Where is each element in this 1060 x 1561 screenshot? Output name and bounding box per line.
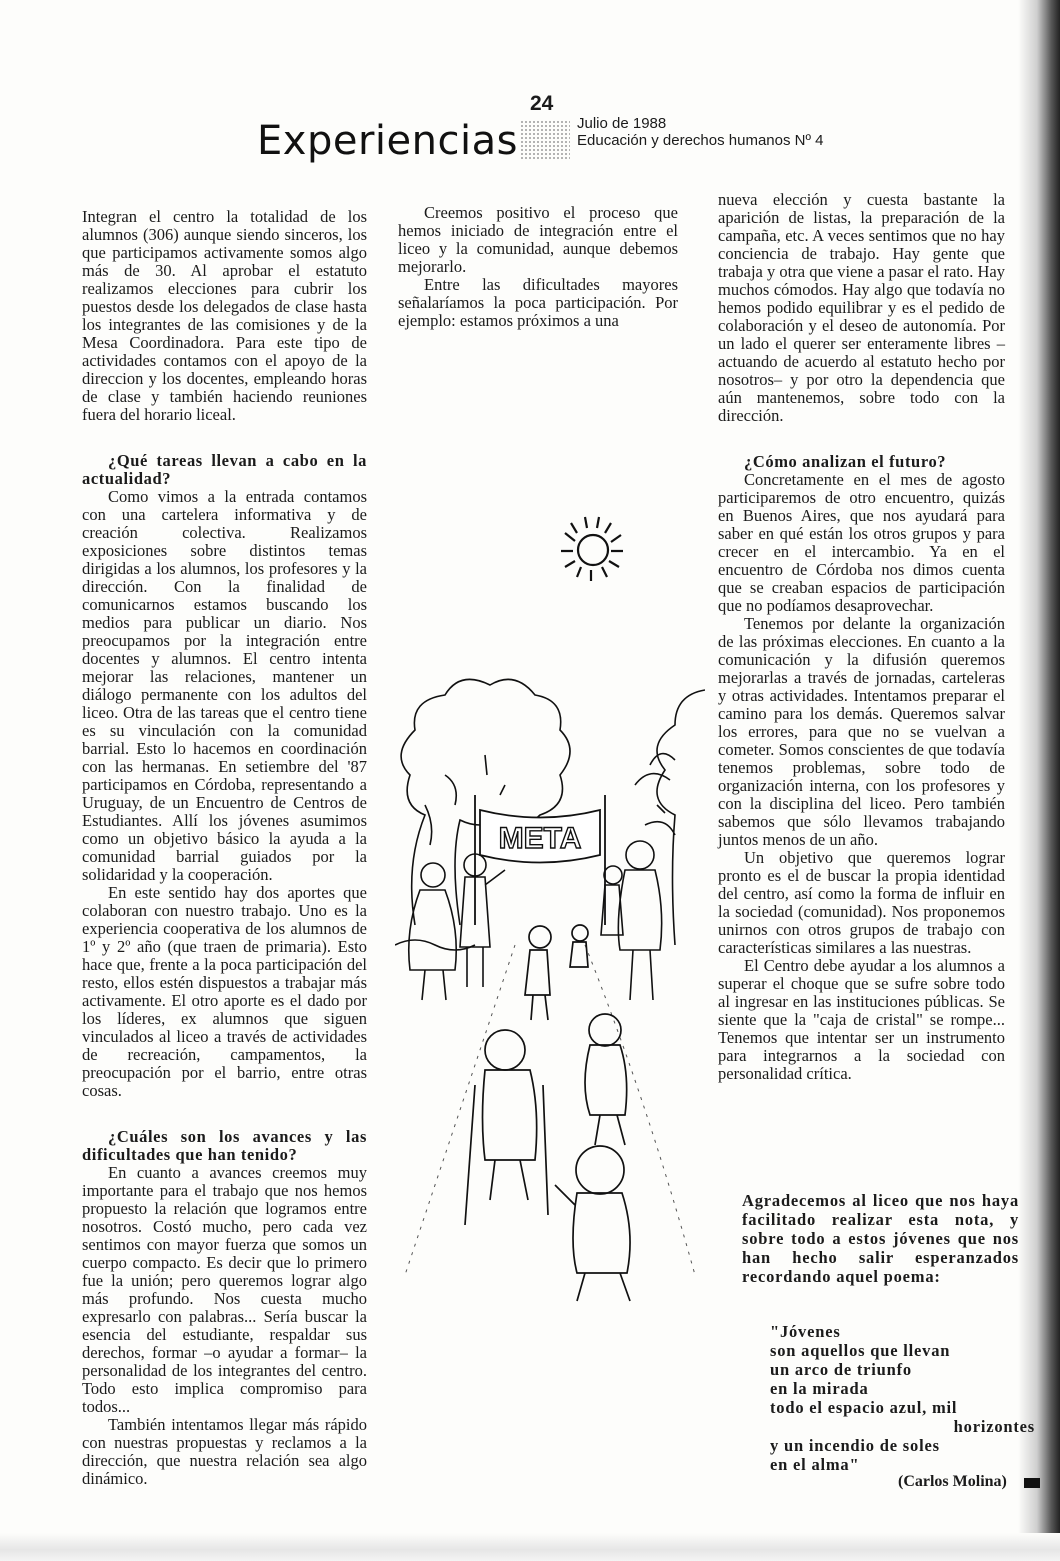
future-paragraph-2: Tenemos por delante la organización de las próximas elecciones. En cuanto a la comunicación y la difusión queremos mejorarlas a través de jornadas, carteleras y otras actividades. Intentamos preparar el camino para los demás. Queremos salvar los errores, para que no se vuelvan a cometer. Somos conscientes de que todavía tenemos problemas, sobre todo de organización interna, con los profesores y con la disciplina del liceo. Pero también sabemos que sólo llevamos trabajando juntos menos de un año. [718, 614, 1005, 849]
poem-line: todo el espacio azul, mil [770, 1398, 958, 1417]
halftone-dots-ornament [520, 120, 570, 160]
page-bottom-edge [0, 1533, 1060, 1561]
banner-text: META [498, 822, 582, 855]
right-tree-icon [635, 690, 705, 945]
poem-line: un arco de triunfo [770, 1360, 912, 1379]
page-header [0, 0, 1000, 190]
middle-column [398, 204, 678, 330]
left-column [82, 208, 367, 1488]
progress-paragraph-1: En cuanto a avances creemos muy importante para el trabajo que nos hemos propuesto la relación que logramos entre nosotros. Costó mucho, pero cada vez sentimos con mayor fuerza que somos un cuerpo compacto. Es decir que lo primero fue la unión; pero queremos lograr algo más profundo. Nos cuesta mucho expresarlo con palabras... Sería buscar la esencia del estudiante, respaldar sus derechos, formar –o ayudar a formar– la personalidad de los integrantes del centro. Todo esto implica compromiso para todos... [82, 1163, 367, 1416]
issue-date: Julio de 1988 [577, 115, 667, 132]
future-paragraph-4: El Centro debe ayudar a los alumnos a superar el choque que se sufre sobre todo al ingresar en las instituciones públicas. Se siente que la "caja de cristal" se rompe... Tenemos que intentar ser un instrumento para integrarnos a la sociedad con personalidad crítica. [718, 956, 1005, 1083]
intro-paragraph: Integran el centro la totalidad de los alumnos (306) aunque siendo sinceros, los que participamos activamente somos algo más de 30. Al aprobar el estatuto realizamos elecciones para cubrir los puestos desde los delegados de clase hasta los integrantes de las comisiones y de la Mesa Coordinadora. Para este tipo de actividades contamos con el apoyo de la direccion y los docentes, empleando horas de clase y también haciendo reuniones fuera del horario liceal. [82, 207, 367, 424]
middle-paragraph-1: Creemos positivo el proceso que hemos iniciado de integración entre el liceo y la comunidad, aunque debemos mejorarlo. [398, 203, 678, 276]
right-column [718, 191, 1005, 1083]
page-number: 24 [530, 92, 554, 115]
question-tasks-heading: ¿Qué tareas llevan a cabo en la actualidad? [82, 451, 367, 488]
author-signature: (Carlos Molina) [898, 1473, 1007, 1490]
poem-line: "Jóvenes [770, 1322, 841, 1341]
future-paragraph-1: Concretamente en el mes de agosto participaremos de otro encuentro, quizás en Buenos Aires, que nos ayudará para saber en qué están los otros grupos y para crecer en el intercambio. Ya en el encuentro de Córdoba nos dimos cuenta que se creaban espacios de participación que no podíamos desaprovechar. [718, 470, 1005, 615]
closing-thanks: Agradecemos al liceo que nos haya facilitado realizar esta nota, y sobre todo a estos jóvenes que nos han hecho salir esperanzados recordando aquel poema: [742, 1191, 1019, 1286]
sun-icon [561, 517, 623, 581]
poem-line: en la mirada [770, 1379, 869, 1398]
tasks-paragraph-1: Como vimos a la entrada contamos con una cartelera informativa y de creación colectiva. Realizamos exposiciones sobre distintos temas dirigidas a los alumnos, los profesores y la dirección. Con la finalidad de comunicarnos estamos buscando los medios para publicar un diario. Nos preocupamos por la integración entre docentes y alumnos. El centro intenta mejorar las relaciones, mantener un diálogo permanente con los adultos del liceo. Otra de las tareas que el centro tiene es su vinculación con la comunidad barrial. Esto lo hacemos en coordinación con las hermanas. En setiembre del '87 participamos en Córdoba, representando a Uruguay, de un Encuentro de Centros de Estudiantes. Allí los jóvenes asumimos como un objetivo básico la ayuda a la comunidad barrial guiados por la solidaridad y la cooperación. [82, 487, 367, 884]
spectators-icon [409, 841, 662, 1000]
section-title: Experiencias [257, 118, 518, 164]
tasks-paragraph-2: En este sentido hay dos aportes que colaboran con nuestro trabajo. Uno es la experiencia cooperativa de los alumnos de 1º y 2º año (que traen de primaria). Esto hace que, frente a la poca participación del resto, ellos estén dispuestos a trabajar más activamente. El otro aporte es el dado por los líderes, ex alumnos que siguen vinculados al liceo a través de actividades de recreación, campamentos, la preocupación por el barrio, entre otras cosas. [82, 883, 367, 1100]
poem-line: en el alma" [770, 1455, 860, 1474]
progress-paragraph-2: También intentamos llegar más rápido con nuestras propuestas y reclamos a la dirección, que nuestra relación sea algo dinámico. [82, 1415, 367, 1488]
question-progress-heading: ¿Cuáles son los avances y las dificultades que han tenido? [82, 1127, 367, 1164]
poem-line: horizontes [953, 1417, 1035, 1436]
continuation-paragraph: nueva elección y cuesta bastante la aparición de listas, la preparación de la campaña, etc. A veces sentimos que no hay conciencia de trabajo. Hay gente que trabaja y otra que viene a pasar el rato. Hay muchos cómodos. Hay algo que todavía no hemos podido equilibrar y es el pedido de colaboración y el deseo de autonomía. Por un lado el querer ser enteramente libres –actuando de acuerdo al estatuto hecho por nosotros– y por otro la dependencia que aún mantenemos, sobre todo con la dirección. [718, 190, 1005, 425]
publication-title: Educación y derechos humanos Nº 4 [577, 132, 824, 149]
runners-icon [465, 925, 630, 1301]
end-of-article-mark [1024, 1478, 1040, 1488]
middle-paragraph-2: Entre las dificultades mayores señalaríamos la poca participación. Por ejemplo: estamos próximos a una [398, 275, 678, 330]
poem-line: y un incendio de soles [770, 1436, 940, 1455]
meta-illustration [395, 505, 705, 1305]
future-paragraph-3: Un objetivo que queremos lograr pronto es el de buscar la propia identidad del centro, así como la forma de influir en la sociedad (comunidad). Nos proponemos unirnos con otros grupos de trabajo con características similares a las nuestras. [718, 848, 1005, 957]
question-future-heading: ¿Cómo analizan el futuro? [744, 452, 947, 471]
poem-line: son aquellos que llevan [770, 1341, 951, 1360]
poem [770, 1322, 1035, 1474]
